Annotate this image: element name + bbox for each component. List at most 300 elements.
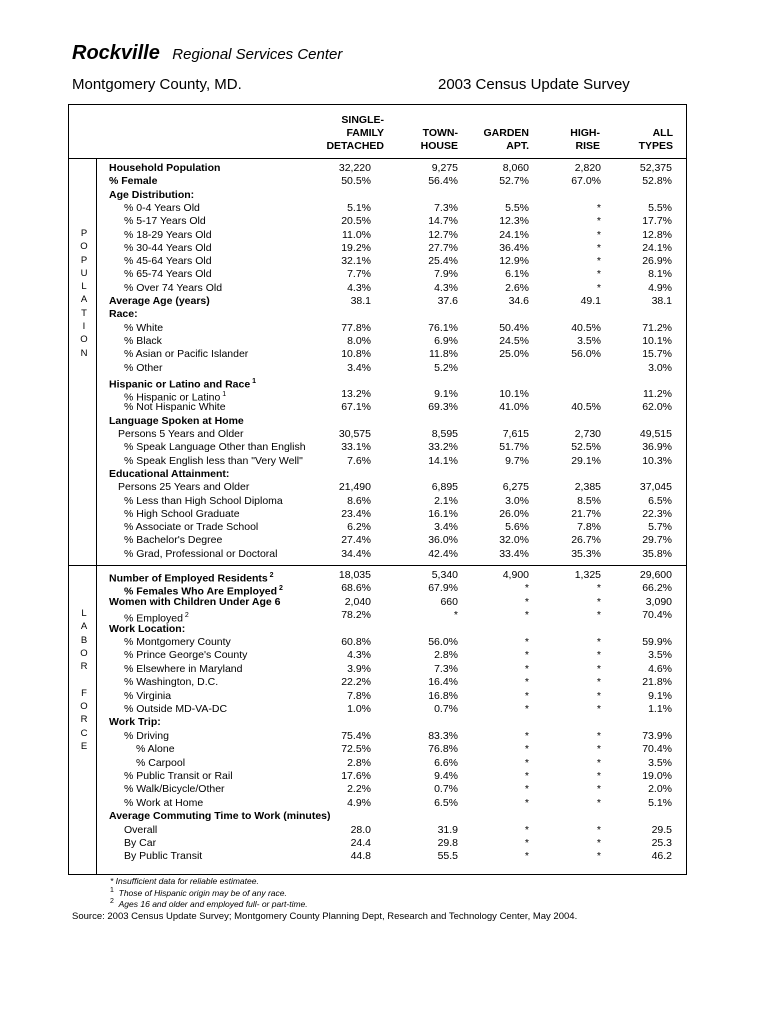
row-label — [109, 295, 210, 308]
row-label-text: % Prince George's County — [124, 649, 248, 662]
cell-value: 24.4 — [350, 837, 371, 849]
row-label — [124, 770, 233, 783]
cell-value: 52.8% — [642, 175, 672, 188]
cell-value: 38.1 — [651, 295, 672, 307]
footnote-1 — [110, 887, 287, 898]
row-label — [124, 663, 242, 676]
table-row — [100, 690, 684, 703]
row-label-text: Household Population — [109, 162, 221, 174]
row-label-text: By Public Transit — [124, 850, 203, 863]
cell-value: 2,040 — [344, 595, 371, 608]
cell-value: * — [596, 595, 601, 608]
cell-value: 9,275 — [431, 162, 458, 174]
row-label — [109, 468, 229, 481]
cell-value: 2.6% — [505, 281, 529, 294]
row-label — [124, 335, 162, 348]
row-label — [118, 481, 249, 494]
source-note: Source: 2003 Census Update Survey; Montgomery County Planning Dept, Research and Technology Center, May 2004. — [72, 911, 578, 922]
side-letter: O — [80, 334, 88, 346]
row-label-text: % Outside MD-VA-DC — [124, 703, 228, 715]
cell-value: 52,375 — [639, 162, 672, 174]
cell-value: 33.1% — [341, 441, 371, 454]
cell-value: 8,595 — [431, 428, 458, 440]
cell-value: * — [524, 703, 529, 715]
cell-value: * — [596, 729, 601, 742]
row-label — [124, 229, 212, 242]
row-label-text: % 65-74 Years Old — [124, 268, 212, 281]
table-row — [100, 295, 684, 308]
row-label-text: Race: — [109, 308, 138, 321]
row-label — [136, 757, 185, 770]
cell-value: 50.5% — [341, 175, 371, 188]
cell-value: 24.5% — [499, 334, 529, 347]
side-letter: C — [80, 727, 88, 739]
row-label-text: Age Distribution: — [109, 188, 195, 201]
cell-value: 17.7% — [642, 215, 672, 228]
cell-value: 2.2% — [347, 783, 371, 796]
cell-value: 11.2% — [643, 388, 672, 401]
cell-value: 50.4% — [499, 321, 529, 334]
cell-value: 9.1% — [434, 388, 458, 401]
cell-value: 24.1% — [642, 241, 672, 254]
cell-value: 8.0% — [347, 334, 371, 347]
cell-value: 6.5% — [434, 796, 458, 809]
cell-value: 4.9% — [347, 796, 371, 809]
table-row — [100, 455, 684, 468]
cell-value: * — [524, 770, 529, 782]
row-label-text: Hispanic or Latino and Race — [109, 378, 251, 391]
column-header-2 — [483, 127, 529, 153]
cell-value: * — [524, 649, 529, 662]
side-letter: A — [80, 294, 88, 306]
table-row — [100, 649, 684, 662]
cell-value: * — [596, 837, 601, 849]
table-row — [100, 335, 684, 348]
row-label — [124, 676, 218, 689]
survey-label: 2003 Census Update Survey — [438, 76, 630, 93]
row-label-text: Overall — [124, 823, 158, 836]
table-row — [100, 534, 684, 547]
cell-value: 2.8% — [434, 649, 458, 662]
cell-value: 33.4% — [499, 547, 529, 560]
page-title — [72, 42, 342, 65]
cell-value: * — [596, 850, 601, 863]
row-label-text: % Elsewhere in Maryland — [124, 662, 243, 675]
row-label-text: % Hispanic or Latino — [124, 391, 221, 404]
table-row — [100, 308, 684, 321]
cell-value: 76.8% — [428, 743, 458, 756]
cell-value: 67.1% — [341, 401, 371, 414]
cell-value: 56.0% — [428, 636, 458, 648]
row-label — [109, 623, 185, 636]
cell-value: 28.0 — [350, 823, 371, 836]
cell-value: 49,515 — [639, 428, 672, 440]
cell-value: 15.7% — [642, 348, 672, 361]
cell-value: * — [524, 582, 529, 595]
cell-value: 10.1% — [499, 388, 529, 401]
row-label-text: % Bachelor's Degree — [124, 534, 223, 547]
title-regional-services: Regional Services Center — [172, 46, 343, 63]
cell-value: 10.3% — [642, 454, 672, 467]
column-header-line: HIGH- — [570, 127, 600, 139]
cell-value: 36.9% — [642, 441, 672, 454]
cell-value: 3.5% — [648, 649, 672, 662]
cell-value: * — [596, 649, 601, 662]
table-row — [100, 508, 684, 521]
cell-value: 16.4% — [428, 676, 458, 689]
table-row — [100, 676, 684, 689]
cell-value: 69.3% — [428, 401, 458, 414]
cell-value: * — [596, 662, 601, 675]
row-label — [124, 636, 231, 649]
row-label-text: % Public Transit or Rail — [124, 770, 233, 782]
row-label-text: % Walk/Bicycle/Other — [124, 783, 225, 796]
row-label — [109, 308, 138, 321]
footnote-marker: 2 — [182, 612, 189, 620]
cell-value: 7.6% — [347, 454, 371, 467]
cell-value: 7.8% — [577, 521, 601, 534]
cell-value: * — [596, 582, 601, 595]
cell-value: 37,045 — [639, 481, 672, 494]
cell-value: 30,575 — [338, 428, 371, 440]
column-header-line: DETACHED — [326, 140, 384, 152]
cell-value: * — [596, 215, 601, 228]
cell-value: 22.2% — [341, 676, 371, 689]
table-row — [100, 663, 684, 676]
column-header-3 — [570, 127, 600, 153]
cell-value: * — [596, 743, 601, 756]
cell-value: 26.9% — [642, 255, 672, 268]
side-letter: L — [81, 608, 87, 619]
cell-value: * — [524, 662, 529, 675]
row-label-text: Work Trip: — [109, 716, 161, 729]
table-row — [100, 582, 684, 598]
row-label-text: By Car — [124, 837, 157, 849]
cell-value: 2.8% — [347, 756, 371, 769]
row-label — [124, 495, 283, 508]
cell-value: 68.6% — [341, 582, 371, 595]
cell-value: 62.0% — [642, 401, 672, 414]
cell-value: 5,340 — [431, 569, 458, 581]
cell-value: 6,275 — [502, 481, 529, 494]
row-label — [124, 508, 240, 521]
row-label — [124, 401, 226, 414]
cell-value: 3.5% — [648, 756, 672, 769]
cell-value: 7.3% — [434, 662, 458, 675]
table-row — [100, 189, 684, 202]
cell-value: 16.8% — [428, 689, 458, 702]
cell-value: 7.7% — [347, 268, 371, 281]
row-label — [124, 348, 248, 361]
side-divider — [96, 158, 97, 875]
cell-value: 26.7% — [571, 534, 601, 547]
footnote-text: Ages 16 and older and employed full- or part-time. — [118, 898, 308, 909]
cell-value: 35.8% — [642, 547, 672, 560]
side-letter: R — [80, 661, 88, 673]
cell-value: 10.8% — [341, 348, 371, 361]
cell-value: 70.4% — [642, 609, 672, 622]
table-row — [100, 401, 684, 414]
cell-value: 9.4% — [434, 770, 458, 782]
table-row — [100, 810, 684, 823]
cell-value: 37.6 — [437, 295, 458, 307]
row-label — [124, 534, 222, 547]
row-label-text: % Females Who Are Employed — [124, 585, 278, 598]
cell-value: 31.9 — [437, 823, 458, 836]
side-letter: I — [82, 321, 86, 333]
cell-value: 6.6% — [434, 756, 458, 769]
cell-value: 1.1% — [648, 703, 672, 715]
footnote-text: * Insufficient data for reliable estimatee. — [110, 876, 259, 886]
table-row — [100, 215, 684, 228]
cell-value: 46.2 — [651, 850, 672, 863]
row-label-text: % Other — [124, 361, 163, 374]
table-row — [100, 850, 684, 863]
cell-value: 3.0% — [648, 361, 672, 374]
cell-value: 29.7% — [642, 534, 672, 547]
column-header-line: HOUSE — [420, 140, 458, 152]
cell-value: * — [596, 783, 601, 796]
cell-value: 32.1% — [341, 255, 371, 268]
table-row — [100, 548, 684, 561]
cell-value: 2,385 — [574, 481, 601, 494]
cell-value: 56.0% — [571, 348, 601, 361]
cell-value: 42.4% — [428, 547, 458, 560]
column-header-line: RISE — [575, 140, 600, 152]
cell-value: 5.5% — [648, 201, 672, 214]
table-row — [100, 268, 684, 281]
row-label — [124, 797, 203, 810]
cell-value: 36.4% — [499, 241, 529, 254]
cell-value: 8.5% — [577, 494, 601, 507]
cell-value: 14.7% — [428, 215, 458, 228]
side-letter: A — [80, 621, 88, 633]
row-label-text: % Virginia — [124, 689, 172, 702]
cell-value: 12.3% — [499, 215, 529, 228]
cell-value: 23.4% — [341, 507, 371, 520]
footnote-2 — [110, 898, 308, 909]
cell-value: * — [524, 729, 529, 742]
cell-value: 25.3 — [651, 837, 672, 849]
cell-value: 4.3% — [347, 649, 371, 662]
column-header-4 — [639, 127, 673, 153]
cell-value: 2.0% — [648, 783, 672, 796]
cell-value: * — [596, 241, 601, 254]
row-label-text: % Work at Home — [124, 796, 204, 809]
cell-value: * — [524, 743, 529, 756]
table-row — [100, 596, 684, 609]
row-label-text: % Over 74 Years Old — [124, 281, 223, 294]
cell-value: 4.6% — [648, 662, 672, 675]
side-label-population — [76, 227, 92, 360]
cell-value: 40.5% — [571, 401, 601, 414]
row-label-text: % 18-29 Years Old — [124, 228, 212, 241]
row-label — [124, 850, 202, 863]
cell-value: 6,895 — [431, 481, 458, 494]
cell-value: 14.1% — [428, 454, 458, 467]
cell-value: 70.4% — [642, 743, 672, 756]
column-header-line: TYPES — [638, 140, 673, 152]
cell-value: 16.1% — [428, 507, 458, 520]
row-label — [118, 428, 244, 441]
cell-value: * — [596, 770, 601, 782]
cell-value: 29,600 — [639, 569, 672, 581]
cell-value: 3.9% — [347, 662, 371, 675]
cell-value: 66.2% — [642, 582, 672, 595]
table-row — [100, 175, 684, 188]
row-label-text: % White — [124, 321, 164, 334]
cell-value: 56.4% — [428, 175, 458, 188]
table-row — [100, 322, 684, 335]
row-label — [124, 255, 212, 268]
cell-value: * — [524, 850, 529, 863]
cell-value: 11.0% — [342, 228, 371, 241]
table-row — [100, 703, 684, 716]
cell-value: * — [596, 281, 601, 294]
cell-value: 52.7% — [499, 175, 529, 188]
row-label-text: % Employed — [124, 612, 183, 625]
row-label-text: Persons 25 Years and Older — [118, 481, 250, 494]
cell-value: * — [596, 268, 601, 281]
cell-value: 13.2% — [341, 388, 371, 401]
side-label-labor-force — [76, 607, 92, 753]
cell-value: 5.6% — [505, 521, 529, 534]
cell-value: 55.5 — [437, 850, 458, 863]
cell-value: 27.7% — [428, 241, 458, 254]
side-letter: L — [81, 281, 87, 293]
row-label-text: % Asian or Pacific Islander — [124, 348, 249, 361]
row-label — [136, 743, 175, 756]
row-label-text: % 5-17 Years Old — [124, 215, 206, 228]
table-row — [100, 428, 684, 441]
row-label — [109, 596, 281, 609]
row-label-text: Language Spoken at Home — [109, 414, 244, 427]
cell-value: 19.2% — [341, 241, 371, 254]
footnote-marker: 2 — [277, 585, 283, 593]
row-label-text: % High School Graduate — [124, 507, 240, 520]
row-label — [124, 322, 163, 335]
table-row — [100, 229, 684, 242]
cell-value: 3.4% — [347, 361, 371, 374]
table-row — [100, 415, 684, 428]
row-label — [124, 282, 222, 295]
cell-value: 21.7% — [571, 507, 601, 520]
table-row — [100, 569, 684, 585]
cell-value: 72.5% — [341, 743, 371, 756]
side-letter: O — [80, 647, 88, 659]
cell-value: 5.1% — [347, 201, 371, 214]
column-header-0 — [326, 114, 384, 153]
cell-value: 19.0% — [642, 770, 672, 782]
cell-value: 40.5% — [571, 321, 601, 334]
side-letter: E — [80, 740, 88, 752]
cell-value: 8,060 — [502, 162, 529, 174]
cell-value: 5.5% — [505, 201, 529, 214]
row-label-text: Number of Employed Residents — [109, 572, 268, 585]
cell-value: 9.7% — [505, 454, 529, 467]
row-label-text: % Alone — [136, 743, 175, 756]
table-row — [100, 348, 684, 361]
cell-value: 34.4% — [341, 547, 371, 560]
row-label — [124, 362, 163, 375]
cell-value: 3.0% — [505, 494, 529, 507]
cell-value: * — [524, 609, 529, 622]
row-label-text: % Female — [109, 175, 158, 188]
row-label-text: % Black — [124, 334, 162, 347]
side-letter: T — [81, 307, 87, 319]
cell-value: 25.0% — [499, 348, 529, 361]
row-label — [109, 810, 331, 823]
row-label — [109, 175, 157, 188]
table-row — [100, 362, 684, 375]
row-label — [124, 649, 247, 662]
row-label-text: Persons 5 Years and Older — [118, 428, 244, 440]
cell-value: * — [524, 837, 529, 849]
side-letter: P — [80, 228, 88, 239]
side-letter: N — [80, 347, 88, 359]
table-row — [100, 770, 684, 783]
cell-value: * — [596, 201, 601, 214]
side-letter: P — [80, 254, 88, 266]
table-row — [100, 202, 684, 215]
cell-value: 18,035 — [338, 569, 371, 581]
cell-value: 0.7% — [434, 783, 458, 796]
cell-value: * — [596, 703, 601, 715]
footnote-number: 1 — [110, 887, 114, 894]
cell-value: 12.8% — [642, 228, 672, 241]
cell-value: 11.8% — [429, 348, 458, 361]
table-row — [100, 388, 684, 404]
cell-value: 4.9% — [648, 281, 672, 294]
row-label — [109, 162, 220, 175]
table-row — [100, 783, 684, 796]
cell-value: * — [524, 783, 529, 796]
row-label — [124, 690, 171, 703]
row-label-text: % Associate or Trade School — [124, 521, 259, 534]
cell-value: 78.2% — [341, 609, 371, 622]
row-label — [124, 783, 225, 796]
row-label-text: % Speak Language Other than English — [124, 441, 306, 454]
row-label-text: % Grad, Professional or Doctoral — [124, 547, 278, 560]
footnote-marker: 1 — [250, 377, 257, 385]
cell-value: 52.5% — [571, 441, 601, 454]
side-letter: U — [80, 267, 88, 279]
cell-value: 25.4% — [428, 255, 458, 268]
cell-value: * — [596, 228, 601, 241]
row-label — [124, 521, 258, 534]
column-header-line: APT. — [506, 140, 529, 152]
table-row — [100, 375, 684, 391]
table-row — [100, 824, 684, 837]
side-letter — [76, 673, 92, 686]
row-label — [124, 441, 306, 454]
section-divider — [68, 565, 687, 566]
row-label — [124, 837, 156, 850]
cell-value: 6.5% — [648, 494, 672, 507]
cell-value: * — [524, 595, 529, 608]
row-label-text: % Driving — [124, 729, 169, 742]
row-label-text: % 0-4 Years Old — [124, 201, 200, 214]
row-label — [124, 268, 212, 281]
table-row — [100, 797, 684, 810]
cell-value: 32.0% — [499, 534, 529, 547]
cell-value: 41.0% — [499, 401, 529, 414]
row-label-text: % Less than High School Diploma — [124, 494, 283, 507]
column-header-line: SINGLE- — [341, 114, 384, 126]
table-row — [100, 481, 684, 494]
side-letter: F — [81, 687, 87, 699]
cell-value: 5.2% — [434, 361, 458, 374]
